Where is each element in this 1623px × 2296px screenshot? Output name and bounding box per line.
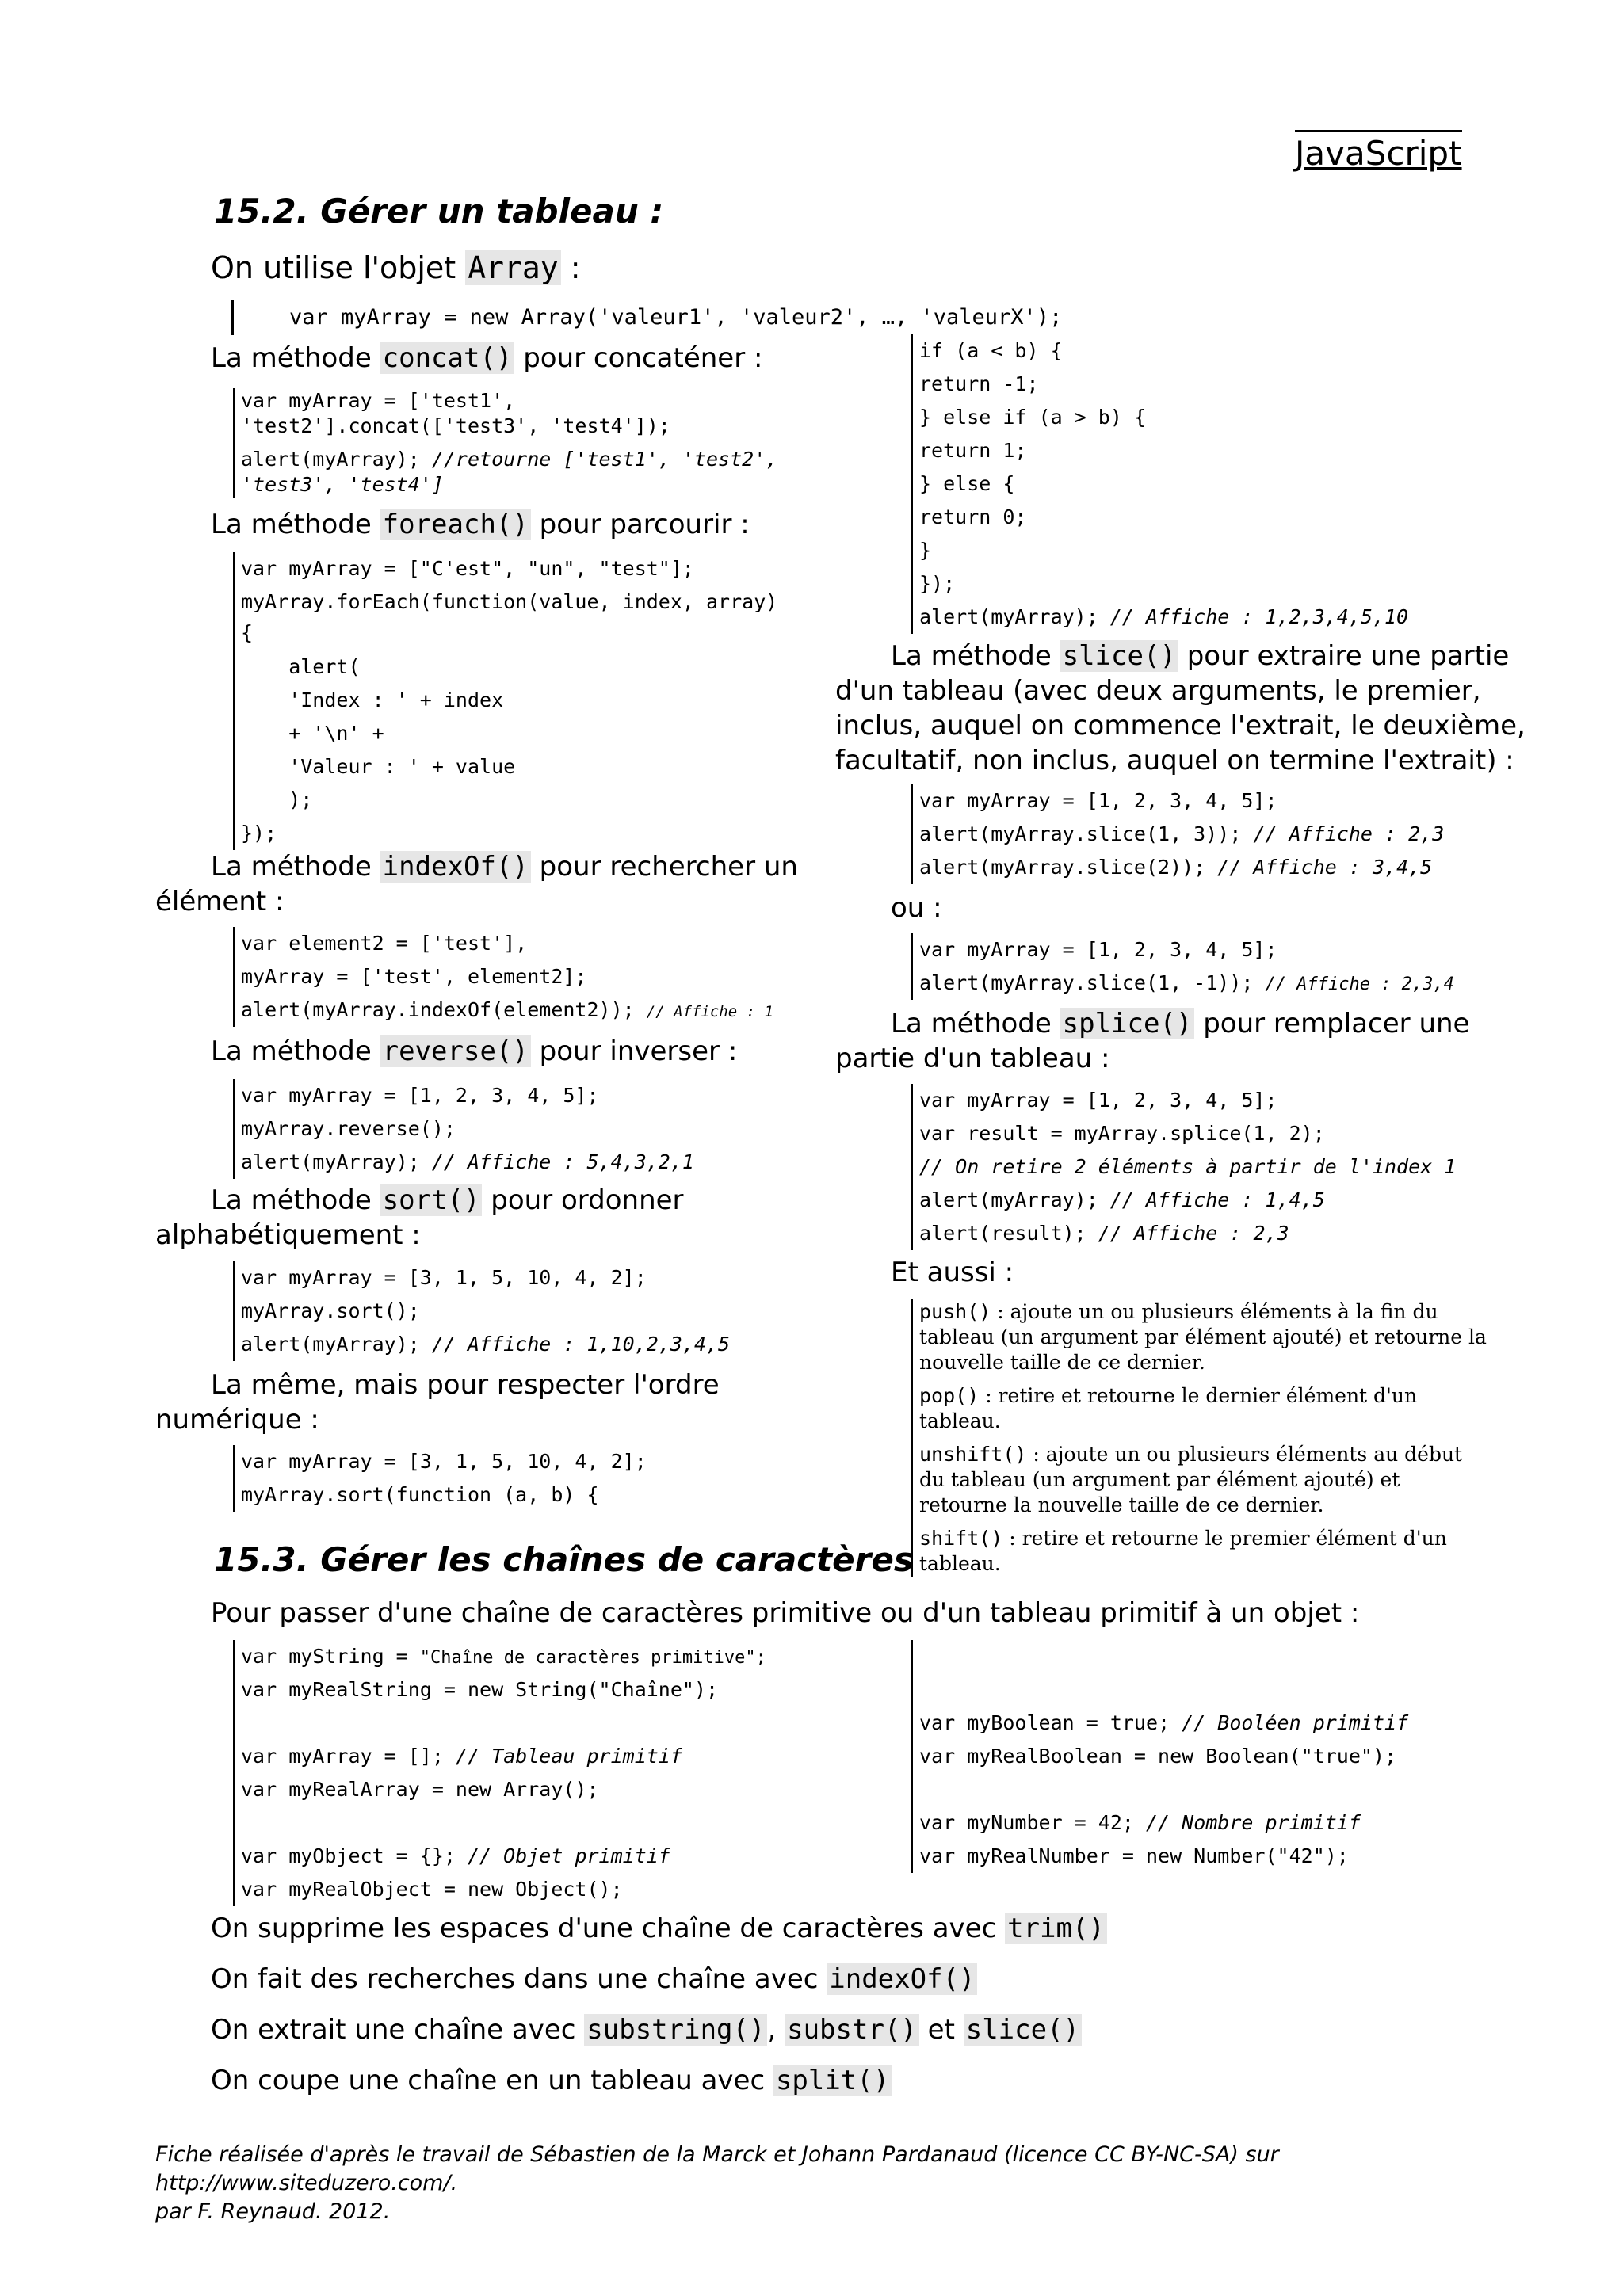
strings-intro: Pour passer d'une chaîne de caractères primitive ou d'un tableau primitif à un objet : xyxy=(211,1597,1360,1629)
page-header-title: JavaScript xyxy=(1295,130,1462,173)
search-desc: On fait des recherches dans une chaîne avec indexOf() xyxy=(211,1962,977,1997)
code-primitive-left: var myString = "Chaîne de caractères primitive"; var myRealString = new String("Chaîne"); var myArray = []; // Tableau primitif var myRealArray = new Array(); var myObject = {}; // Objet primitif var myRealObject = new Object(); xyxy=(233,1640,766,1906)
also-title: Et aussi : xyxy=(891,1257,1014,1288)
code-reverse: var myArray = [1, 2, 3, 4, 5]; myArray.reverse(); alert(myArray); // Affiche : 5,4,3,2,1 xyxy=(233,1079,694,1179)
code-slice-negative: var myArray = [1, 2, 3, 4, 5]; alert(myArray.slice(1, -1)); // Affiche : 2,3,4 xyxy=(911,933,1454,1000)
section-title-15-3: 15.3. Gérer les chaînes de caractères xyxy=(214,1540,914,1579)
trim-desc: On supprime les espaces d'une chaîne de caractères avec trim() xyxy=(211,1911,1107,1946)
code-sort: var myArray = [3, 1, 5, 10, 4, 2]; myArray.sort(); alert(myArray); // Affiche : 1,10,2,3,4,5 xyxy=(233,1261,730,1361)
splice-desc: La méthode splice() pour remplacer une partie d'un tableau : xyxy=(835,1008,1470,1074)
extract-desc: On extrait une chaîne avec substring(), substr() et slice() xyxy=(211,2012,1082,2047)
unshift-note: unshift() : ajoute un ou plusieurs éléments au début du tableau (un argument par élément ajouté) et retourne la nouvelle taille de ce dernier. xyxy=(919,1443,1463,1516)
slice-or: ou : xyxy=(891,892,942,924)
sort-desc: La méthode sort() pour ordonner alphabétiquement : xyxy=(155,1184,684,1251)
push-note: push() : ajoute un ou plusieurs éléments à la fin du tableau (un argument par élément ajouté) et retourne la nouvelle taille de ce dernier. xyxy=(919,1300,1487,1374)
shift-note: shift() : retire et retourne le premier élément d'un tableau. xyxy=(919,1527,1447,1575)
numeric-sort-desc: La même, mais pour respecter l'ordre numérique : xyxy=(155,1369,720,1436)
page-footer: Fiche réalisée d'après le travail de Sébastien de la Marck et Johann Pardanaud (licence CC BY-NC-SA) sur http://www.siteduzero.com/. par F. Reynaud. 2012. xyxy=(155,2142,1279,2224)
code-slice: var myArray = [1, 2, 3, 4, 5]; alert(myArray.slice(1, 3)); // Affiche : 2,3 alert(myArray.slice(2)); // Affiche : 3,4,5 xyxy=(911,784,1444,884)
slice-desc: La méthode slice() pour extraire une partie d'un tableau (avec deux arguments, le premier, inclus, auquel on commence l'extrait, le deuxième, facultatif, non inclus, auquel on termine l'extrait) : xyxy=(835,640,1526,776)
code-concat: var myArray = ['test1', 'test2'].concat(['test3', 'test4']); alert(myArray); //retourne ['test1', 'test2', 'test3', 'test4'] xyxy=(233,388,843,498)
code-indexof: var element2 = ['test'], myArray = ['test', element2]; alert(myArray.indexOf(element2)); // Affiche : 1 xyxy=(233,927,773,1027)
indexof-desc: La méthode indexOf() pour rechercher un élément : xyxy=(155,851,798,917)
split-desc: On coupe une chaîne en un tableau avec split() xyxy=(211,2063,892,2098)
reverse-desc: La méthode reverse() pour inverser : xyxy=(211,1035,738,1067)
code-numeric-sort-continued: if (a < b) { return -1; } else if (a > b) { return 1; } else { return 0; } }); alert(myArray); // Affiche : 1,2,3,4,5,10 xyxy=(911,334,1408,634)
code-splice: var myArray = [1, 2, 3, 4, 5]; var result = myArray.splice(1, 2); // On retire 2 éléments à partir de l'index 1 alert(myArray); // Affiche : 1,4,5 alert(result); // Affiche : 2,3 xyxy=(911,1084,1456,1250)
code-foreach: var myArray = ["C'est", "un", "test"]; myArray.forEach(function(value, index, array) { alert( 'Index : ' + index + '\n' + 'Valeur : ' + value ); }); xyxy=(233,552,777,850)
pop-note: pop() : retire et retourne le dernier élément d'un tableau. xyxy=(919,1384,1418,1432)
section-title-15-2: 15.2. Gérer un tableau : xyxy=(214,192,664,231)
foreach-desc: La méthode foreach() pour parcourir : xyxy=(211,509,750,540)
also-methods xyxy=(911,1299,1490,1577)
array-intro: On utilise l'objet Array : xyxy=(211,250,581,285)
code-numeric-sort: var myArray = [3, 1, 5, 10, 4, 2]; myArray.sort(function (a, b) { xyxy=(233,1445,647,1512)
code-primitive-right: var myBoolean = true; // Booléen primitif var myRealBoolean = new Boolean("true"); var myNumber = 42; // Nombre primitif var myRealNumber = new Number("42"); xyxy=(911,1640,1408,1873)
concat-desc: La méthode concat() pour concaténer : xyxy=(211,342,763,374)
code-array-declaration: var myArray = new Array('valeur1', 'valeur2', …, 'valeurX'); xyxy=(231,300,1062,335)
